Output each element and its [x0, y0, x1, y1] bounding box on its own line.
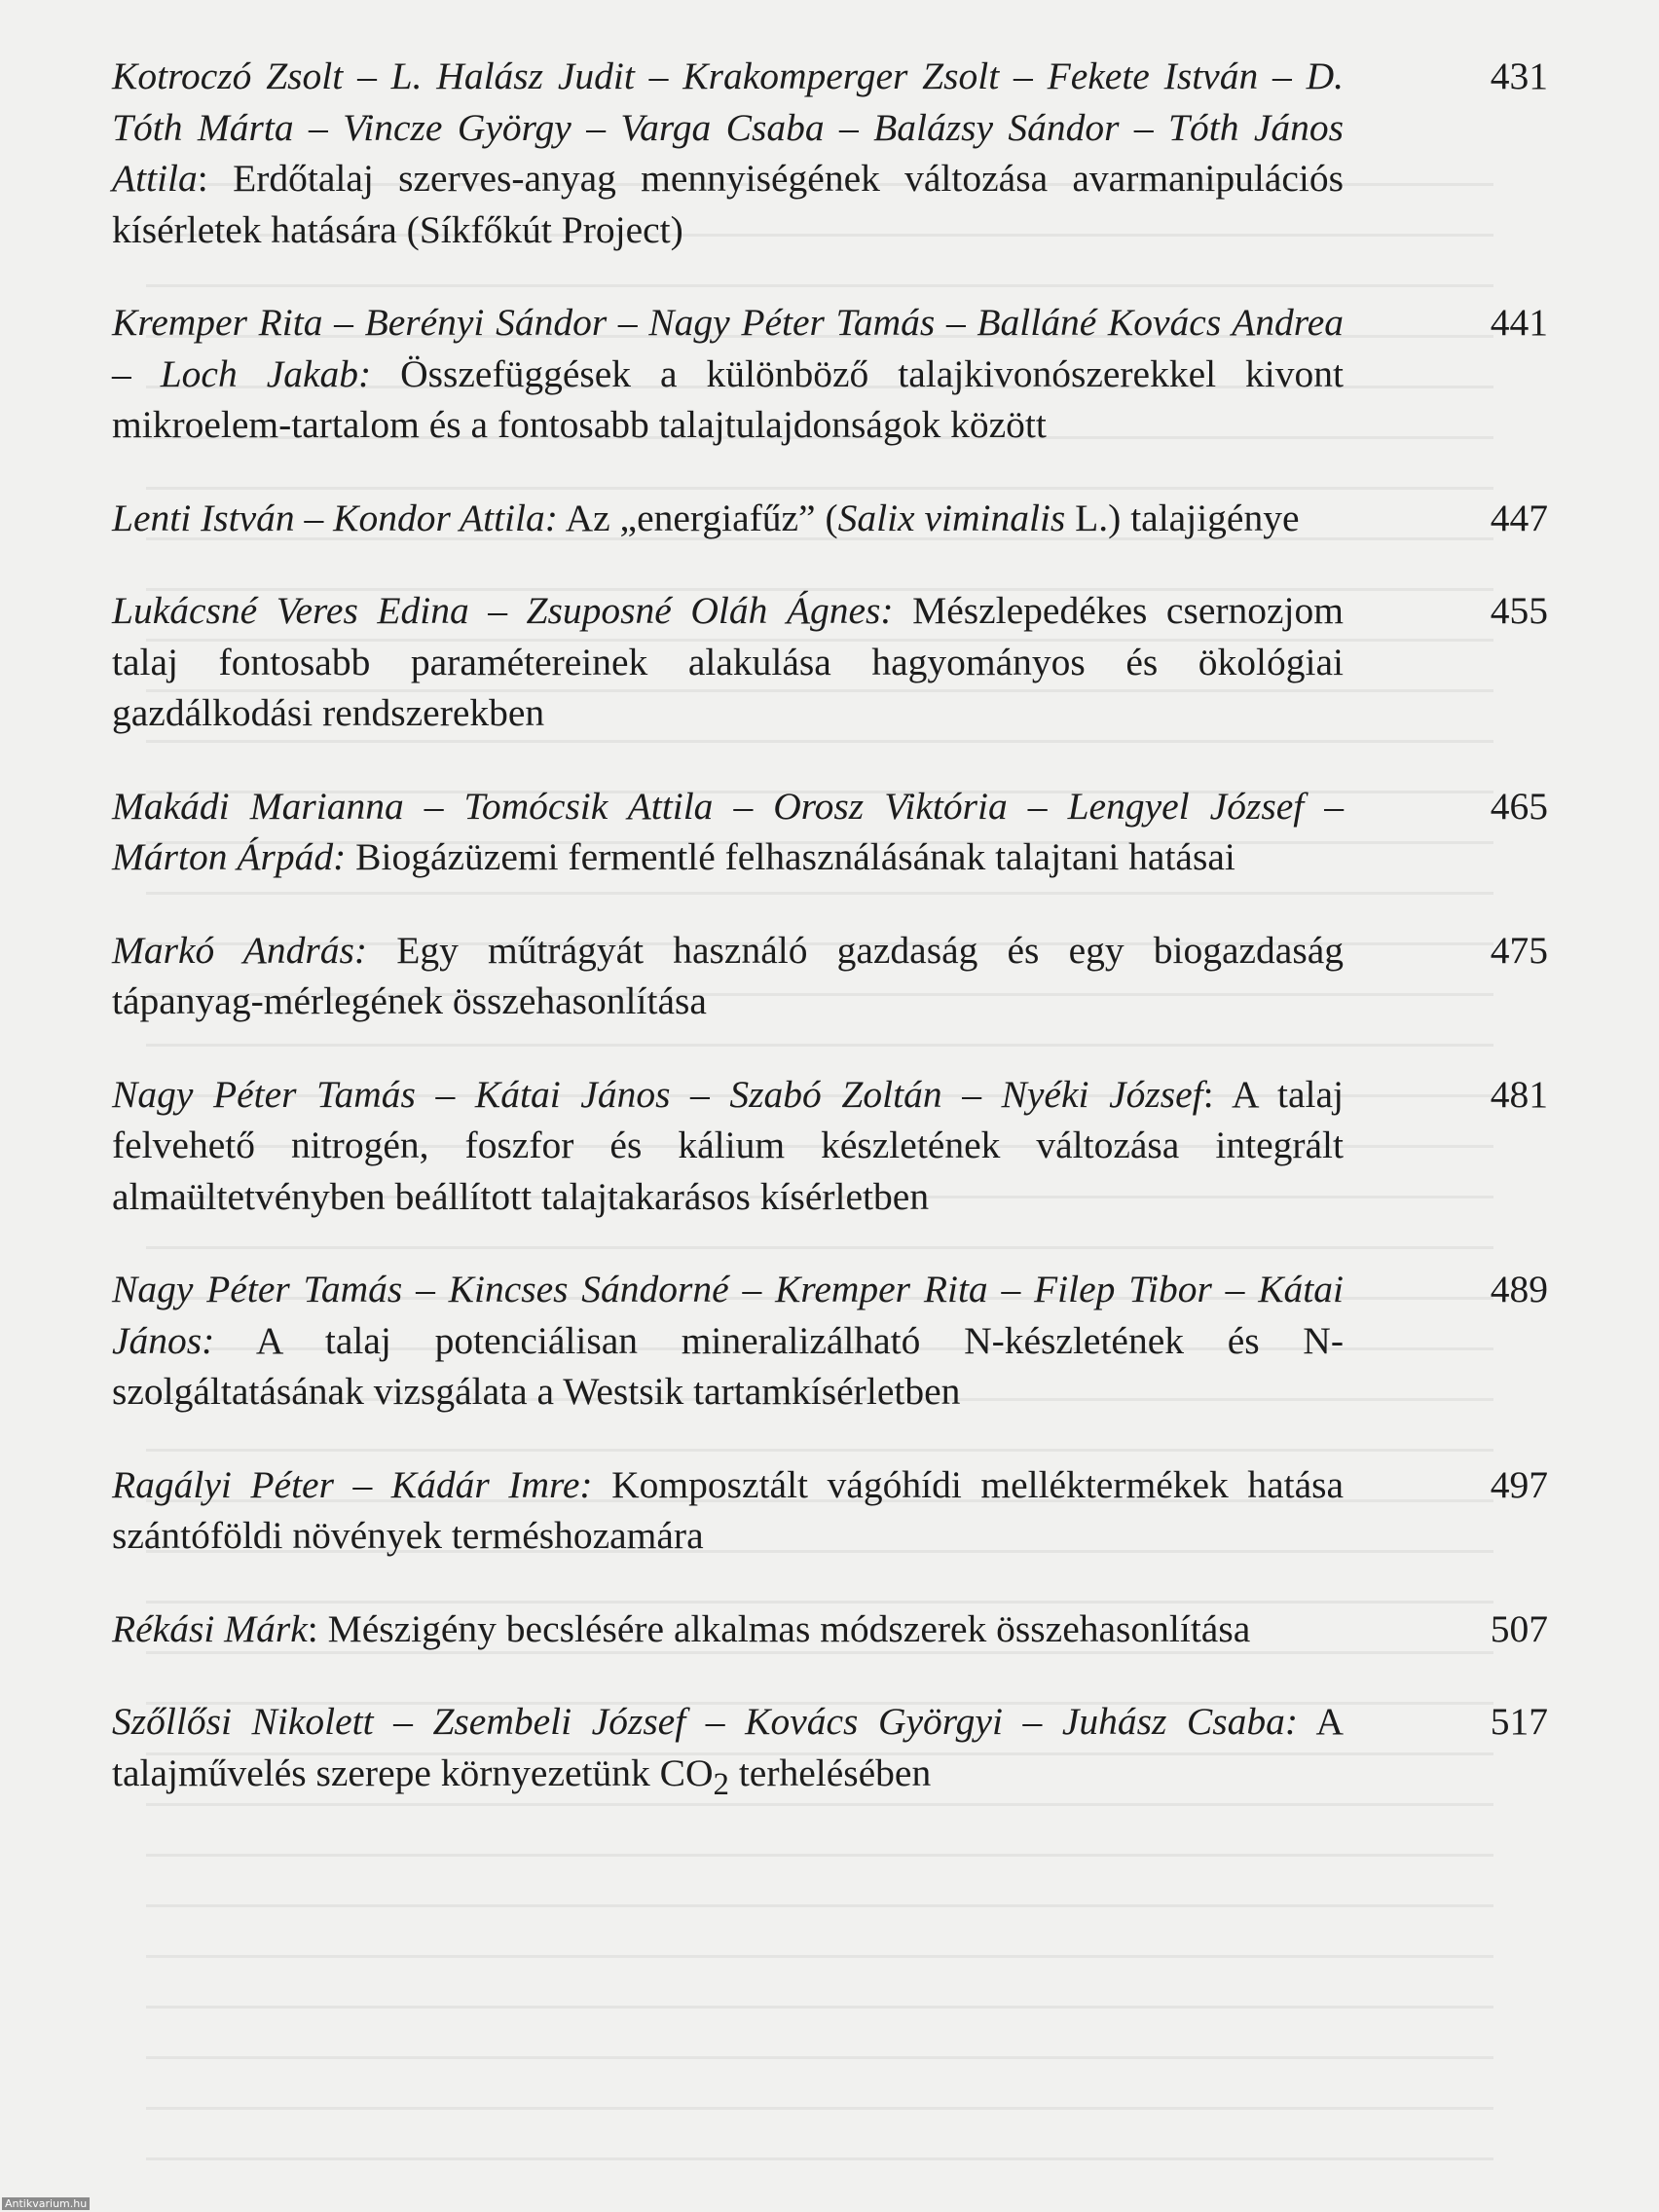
entry-authors: Kremper Rita – Berényi Sándor – Nagy Péter Tamás – Balláné Kovács Andrea – Loch Jakab: [112, 301, 1344, 395]
entry-page-number: 447 [1490, 496, 1548, 539]
entry-separator [894, 589, 913, 632]
toc-entry [112, 1604, 1548, 1655]
entry-authors: Ragályi Péter – Kádár Imre: [112, 1462, 593, 1506]
entry-title: Mészlepedékes csernozjom talaj fontosabb paramétereinek alakulása hagyományos és ökológiai gazdálkodási rendszerekben [112, 589, 1345, 734]
entry-title-start: A talajművelés szerepe környezetünk CO [112, 1700, 1344, 1794]
entry-text [112, 781, 1344, 883]
entry-page-number: 507 [1490, 1606, 1548, 1650]
toc-entry [112, 925, 1548, 1027]
toc-entry [112, 1459, 1548, 1562]
entry-title-end: L.) talajigénye [1065, 496, 1300, 539]
toc-entry [112, 585, 1548, 739]
entry-authors: Makádi Marianna – Tomócsik Attila – Orosz Viktória – Lengyel József – Márton Árpád: [112, 784, 1344, 878]
entry-text [112, 1696, 1344, 1810]
entry-text [112, 1264, 1344, 1418]
entry-separator: : [197, 157, 234, 200]
entry-page-number: 441 [1490, 301, 1548, 344]
entry-authors: Lenti István – Kondor Attila: [112, 496, 558, 539]
toc-entry [112, 1696, 1548, 1810]
entry-text [112, 1604, 1344, 1655]
entry-separator [593, 1463, 612, 1506]
entry-page-number: 497 [1490, 1462, 1548, 1506]
entry-text [112, 925, 1344, 1027]
entry-text [112, 493, 1344, 544]
entry-text [112, 1459, 1344, 1562]
entry-text [112, 297, 1344, 451]
entry-authors: Nagy Péter Tamás – Kátai János – Szabó Zoltán – Nyéki József [112, 1072, 1203, 1116]
entry-separator [367, 929, 396, 972]
entry-page-number: 475 [1490, 928, 1548, 972]
watermark: Antikvarium.hu [2, 2197, 90, 2210]
entry-title-start: Az „energiafűz” ( [565, 496, 838, 539]
entry-authors: Lukácsné Veres Edina – Zsuposné Oláh Ágnes: [112, 589, 894, 632]
entry-separator [346, 835, 355, 878]
entry-page-number: 465 [1490, 784, 1548, 828]
entry-title: A talaj potenciálisan mineralizálható N-készletének és N-szolgáltatásának vizsgálata a Westsik tartamkísérletben [112, 1318, 1344, 1413]
entry-title: Mészigény becslésére alkalmas módszerek összehasonlítása [327, 1606, 1251, 1650]
entry-separator [371, 352, 400, 395]
toc-entry [112, 781, 1548, 883]
entry-title-end: terhelésében [728, 1751, 932, 1794]
entry-separator [558, 497, 566, 539]
entry-title: Egy műtrágyát használó gazdaság és egy biogazdaság tápanyag-mérlegének összehasonlítása [112, 928, 1344, 1022]
toc-entry [112, 493, 1548, 544]
entry-title: Biogázüzemi fermentlé felhasználásának talajtani hatásai [355, 835, 1235, 878]
entry-title: Összefüggések a különböző talajkivonószerekkel kivont mikroelem-tartalom és a fontosabb talajtulajdonságok között [112, 351, 1344, 446]
entry-page-number: 455 [1490, 589, 1548, 632]
entry-separator [1298, 1700, 1315, 1743]
entry-title: Komposztált vágóhídi melléktermékek hatása szántóföldi növények terméshozamára [112, 1462, 1345, 1557]
entry-title-species: Salix viminalis [837, 496, 1066, 539]
entry-title: A talaj felvehető nitrogén, foszfor és kálium készletének változása integrált almaültetvényben beállított talajtakarásos kísérletben [112, 1072, 1344, 1218]
toc-entry [112, 297, 1548, 451]
entry-authors: Kotroczó Zsolt – L. Halász Judit – Krakomperger Zsolt – Fekete István – D. Tóth Márta – Vincze György – Varga Csaba – Balázsy Sándor – Tóth János Attila [112, 55, 1344, 200]
entry-page-number: 481 [1490, 1072, 1548, 1116]
entry-page-number: 431 [1490, 55, 1548, 97]
entry-title-subscript: 2 [713, 1766, 729, 1802]
entry-authors: Markó András: [112, 928, 368, 972]
entry-separator: : [307, 1606, 328, 1650]
entry-text [112, 585, 1344, 739]
entry-authors: Nagy Péter Tamás – Kincses Sándorné – Kremper Rita – Filep Tibor – Kátai János: [112, 1268, 1344, 1362]
entry-page-number: 489 [1490, 1268, 1548, 1310]
entry-title: Erdőtalaj szerves-anyag mennyiségének változása avarmanipulációs kísérletek hatására (Síkfőkút Project) [112, 157, 1344, 251]
entry-text [112, 1069, 1344, 1223]
entry-separator: : [1202, 1072, 1233, 1116]
entry-authors: Szőllősi Nikolett – Zsembeli József – Kovács Györgyi – Juhász Csaba: [112, 1700, 1299, 1743]
toc-entry [112, 1264, 1548, 1418]
entry-authors: Rékási Márk [112, 1606, 308, 1650]
toc-entry [112, 1069, 1548, 1223]
entry-page-number: 517 [1490, 1700, 1548, 1743]
entry-text [112, 51, 1344, 255]
table-of-contents [112, 51, 1548, 1852]
entry-separator [214, 1319, 256, 1362]
toc-entry [112, 51, 1548, 255]
